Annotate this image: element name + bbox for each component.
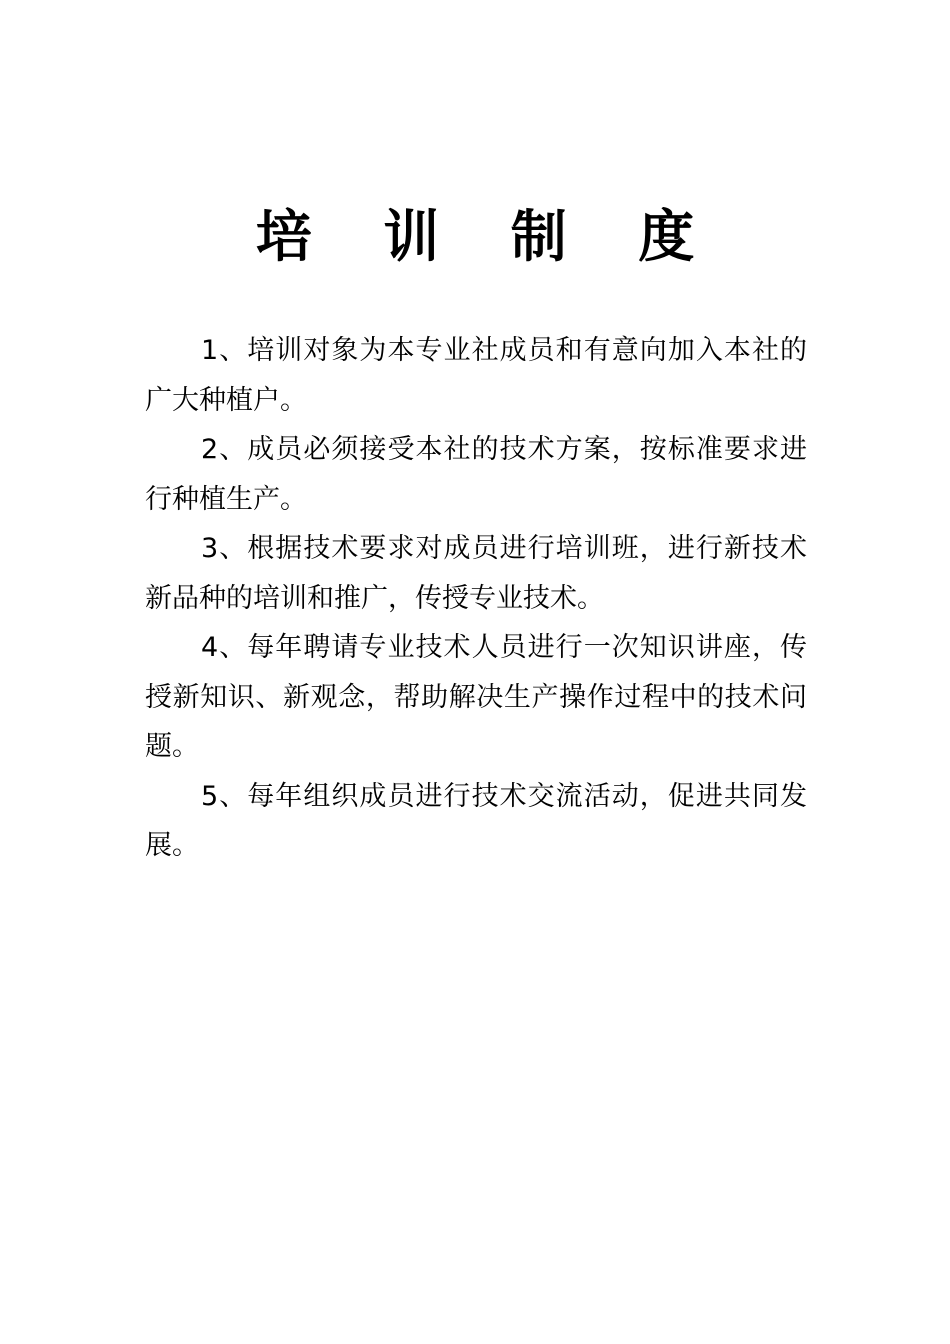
document-body (145, 326, 807, 871)
document-title: 培 训 制 度 (255, 205, 721, 270)
paragraph-3: 3、根据技术要求对成员进行培训班，进行新技术新品种的培训和推广，传授专业技术。 (145, 533, 807, 614)
paragraph-2: 2、成员必须接受本社的技术方案，按标准要求进行种植生产。 (145, 434, 807, 515)
paragraph-1: 1、培训对象为本专业社成员和有意向加入本社的广大种植户。 (145, 335, 807, 416)
paragraph-5: 5、每年组织成员进行技术交流活动，促进共同发展。 (145, 780, 807, 861)
paragraph-4: 4、每年聘请专业技术人员进行一次知识讲座，传授新知识、新观念，帮助解决生产操作过程中的技术问题。 (145, 632, 807, 762)
